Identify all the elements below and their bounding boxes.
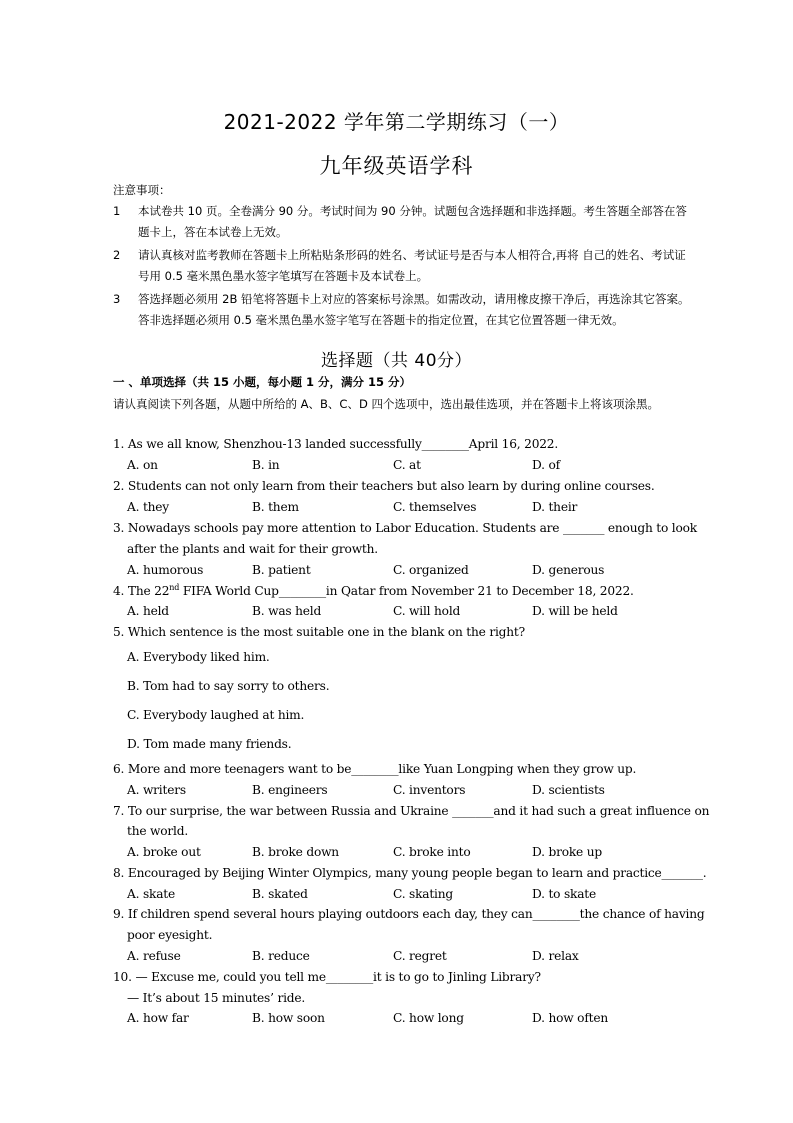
question-7-option-b: B. broke down: [252, 845, 339, 859]
question-5-option-a: A. Everybody liked him.: [127, 650, 270, 664]
question-10-option-a: A. how far: [127, 1011, 189, 1025]
question-3-option-c: C. organized: [393, 563, 469, 577]
question-10-option-b: B. how soon: [252, 1011, 325, 1025]
question-6-option-c: C. inventors: [393, 783, 466, 797]
question-6-stem: 6. More and more teenagers want to be________like Yuan Longping when they grow up.: [113, 762, 637, 776]
question-4-stem: [113, 583, 693, 598]
question-6-option-d: D. scientists: [532, 783, 605, 797]
question-1-option-c: C. at: [393, 458, 421, 472]
question-7-option-a: A. broke out: [127, 845, 201, 859]
question-2-option-b: B. them: [252, 500, 299, 514]
part-instruction: 请认真阅读下列各题，从题中所给的 A、B、C、D 四个选项中，选出最佳选项，并在答题卡上将该项涂黑。: [113, 397, 659, 411]
question-9-option-c: C. regret: [393, 949, 447, 963]
question-8-option-c: C. skating: [393, 887, 453, 901]
question-2-option-a: A. they: [127, 500, 169, 514]
question-10-stem: 10. — Excuse me, could you tell me________it is to go to Jinling Library?: [113, 970, 541, 984]
question-8-option-d: D. to skate: [532, 887, 597, 901]
question-8-option-b: B. skated: [252, 887, 308, 901]
part-heading: 一 、单项选择（共 15 小题，每小题 1 分，满分 15 分）: [113, 375, 412, 389]
note-number: 3: [113, 292, 121, 306]
question-1-stem: 1. As we all know, Shenzhou-13 landed successfully________April 16, 2022.: [113, 437, 559, 451]
note-text: 本试卷共 10 页。全卷满分 90 分。考试时间为 90 分钟。试题包含选择题和非选择题。考生答题全部答在答题卡上，答在本试卷上无效。: [138, 204, 687, 239]
question-10-stem-continued: — It’s about 15 minutes’ ride.: [127, 991, 306, 1005]
question-3-stem-continued: after the plants and wait for their growth.: [127, 542, 378, 556]
question-1-option-a: A. on: [127, 458, 158, 472]
question-9-option-a: A. refuse: [127, 949, 181, 963]
exam-subtitle: 九年级英语学科: [319, 154, 474, 178]
note-number: 2: [113, 248, 121, 262]
question-3-option-d: D. generous: [532, 563, 605, 577]
question-9-stem-continued: poor eyesight.: [127, 928, 213, 942]
note-text: 答选择题必须用 2B 铅笔将答题卡上对应的答案标号涂黑。如需改动，请用橡皮擦干净后，再选涂其它答案。答非选择题必须用 0.5 毫米黑色墨水签字笔写在答题卡的指定位置，在其它位置答题一律无效。: [138, 292, 690, 327]
question-4-stem-start: 4. The 22: [113, 584, 170, 599]
question-9-option-d: D. relax: [532, 949, 579, 963]
question-5-option-b: B. Tom had to say sorry to others.: [127, 679, 330, 693]
note-text: 请认真核对监考教师在答题卡上所粘贴条形码的姓名、考试证号是否与本人相符合,再将 自己的姓名、考试证号用 0.5 毫米黑色墨水签字笔填写在答题卡及本试卷上。: [138, 248, 686, 283]
question-4-option-d: D. will be held: [532, 604, 618, 618]
notes-heading: 注意事项：: [113, 183, 171, 197]
question-10-option-c: C. how long: [393, 1011, 464, 1025]
question-6-option-b: B. engineers: [252, 783, 328, 797]
question-9-stem: 9. If children spend several hours playing outdoors each day, they can________the chance of having: [113, 907, 705, 921]
section-title: 选择题（共 40分）: [320, 351, 473, 371]
question-2-option-c: C. themselves: [393, 500, 477, 514]
question-7-option-c: C. broke into: [393, 845, 471, 859]
question-3-option-a: A. humorous: [127, 563, 204, 577]
question-5-option-c: C. Everybody laughed at him.: [127, 708, 305, 722]
question-8-stem: 8. Encouraged by Beijing Winter Olympics, many young people began to learn and practice_______.: [113, 866, 707, 880]
ordinal-suffix: nd: [169, 583, 180, 592]
question-5-stem: 5. Which sentence is the most suitable one in the blank on the right?: [113, 625, 525, 639]
question-7-stem-continued: the world.: [127, 824, 189, 838]
question-10-option-d: D. how often: [532, 1011, 608, 1025]
question-9-option-b: B. reduce: [252, 949, 310, 963]
question-4-option-b: B. was held: [252, 604, 322, 618]
note-item-2: [113, 245, 693, 287]
question-3-stem: 3. Nowadays schools pay more attention to Labor Education. Students are _______ enough to look: [113, 521, 697, 535]
question-7-stem: 7. To our surprise, the war between Russia and Ukraine _______and it had such a great influence on: [113, 804, 710, 818]
question-2-stem: 2. Students can not only learn from their teachers but also learn by during online courses.: [113, 479, 655, 493]
question-3-option-b: B. patient: [252, 563, 311, 577]
note-item-3: [113, 289, 693, 331]
question-8-option-a: A. skate: [127, 887, 175, 901]
question-1-option-b: B. in: [252, 458, 280, 472]
exam-title: 2021-2022 学年第二学期练习（一）: [223, 110, 570, 134]
note-number: 1: [113, 204, 121, 218]
notes-section: [113, 180, 693, 331]
note-item-1: [113, 201, 693, 243]
question-2-option-d: D. their: [532, 500, 578, 514]
question-7-option-d: D. broke up: [532, 845, 602, 859]
question-1-option-d: D. of: [532, 458, 560, 472]
question-4-option-a: A. held: [127, 604, 169, 618]
question-4-option-c: C. will hold: [393, 604, 461, 618]
question-4-stem-end: FIFA World Cup________in Qatar from November 21 to December 18, 2022.: [179, 584, 634, 599]
question-5-option-d: D. Tom made many friends.: [127, 737, 292, 751]
question-6-option-a: A. writers: [127, 783, 186, 797]
